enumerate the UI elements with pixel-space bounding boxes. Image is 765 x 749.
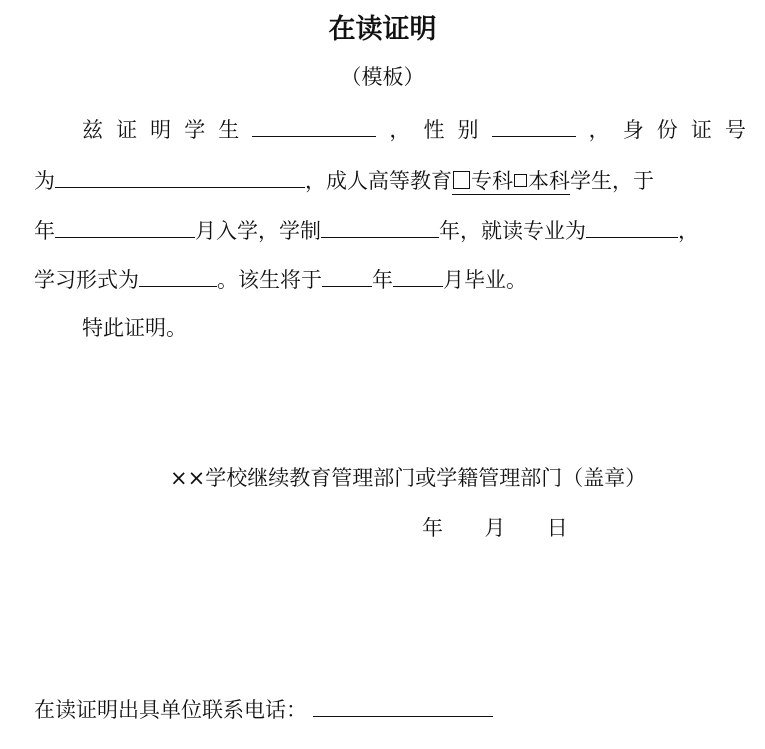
line3-enroll-text: 月入学，学制 — [195, 219, 321, 243]
paragraph-closing — [34, 311, 746, 345]
char: ， — [588, 118, 610, 142]
line2-education-text: ，成人高等教育 — [305, 169, 452, 193]
char: 别 — [457, 118, 479, 142]
line3-end: ， — [678, 219, 699, 243]
major-blank[interactable] — [586, 213, 678, 238]
char: 明 — [150, 118, 172, 142]
closing-text: 特此证明。 — [82, 316, 187, 340]
paragraph-line-3 — [34, 213, 746, 247]
graduation-month-label: 月毕业。 — [443, 268, 527, 292]
contact-label: 在读证明出具单位联系电话： — [34, 698, 307, 722]
education-level-options — [452, 169, 570, 195]
junior-college-label: 专科 — [471, 169, 513, 193]
graduation-year-blank[interactable] — [322, 262, 372, 287]
line2-suffix: 学生，于 — [570, 169, 654, 193]
issuing-organization: ××学校继续教育管理部门或学籍管理部门（盖章） — [170, 466, 647, 490]
char: 证 — [690, 118, 712, 142]
document-title: 在读证明 — [328, 14, 437, 45]
duration-blank[interactable] — [321, 213, 439, 238]
signature-date — [422, 511, 568, 545]
char: ， — [389, 118, 411, 142]
char: 身 — [622, 118, 644, 142]
char: 证 — [116, 118, 138, 142]
undergraduate-label: 本科 — [528, 169, 570, 193]
id-number-blank[interactable] — [55, 163, 305, 188]
paragraph-line-1 — [34, 112, 746, 146]
gender-blank[interactable] — [492, 112, 576, 137]
line3-major-text: 年，就读专业为 — [439, 219, 586, 243]
line3-year-label: 年 — [34, 219, 55, 243]
paragraph-line-2 — [34, 163, 746, 197]
char: 号 — [724, 118, 746, 142]
undergraduate-checkbox[interactable] — [514, 174, 527, 187]
contact-phone-blank[interactable] — [313, 692, 493, 717]
graduation-year-label: 年 — [372, 268, 393, 292]
char: 生 — [218, 118, 240, 142]
graduation-month-blank[interactable] — [393, 262, 443, 287]
contact-line — [34, 692, 493, 727]
junior-college-checkbox[interactable] — [453, 171, 470, 189]
char: 份 — [656, 118, 678, 142]
char: 兹 — [82, 118, 103, 142]
document-subtitle: （模板） — [340, 65, 425, 89]
graduation-text: 。该生将于 — [217, 268, 322, 292]
line2-prefix: 为 — [34, 169, 55, 193]
char: 学 — [184, 118, 206, 142]
date-day-label: 日 — [546, 516, 568, 540]
char: 性 — [423, 118, 445, 142]
date-year-label: 年 — [422, 516, 443, 540]
study-form-blank[interactable] — [139, 262, 217, 287]
enroll-month-blank[interactable] — [55, 213, 195, 238]
student-name-blank[interactable] — [252, 112, 376, 137]
date-month-label: 月 — [484, 516, 506, 540]
study-form-label: 学习形式为 — [34, 268, 139, 292]
paragraph-line-4 — [34, 262, 746, 296]
